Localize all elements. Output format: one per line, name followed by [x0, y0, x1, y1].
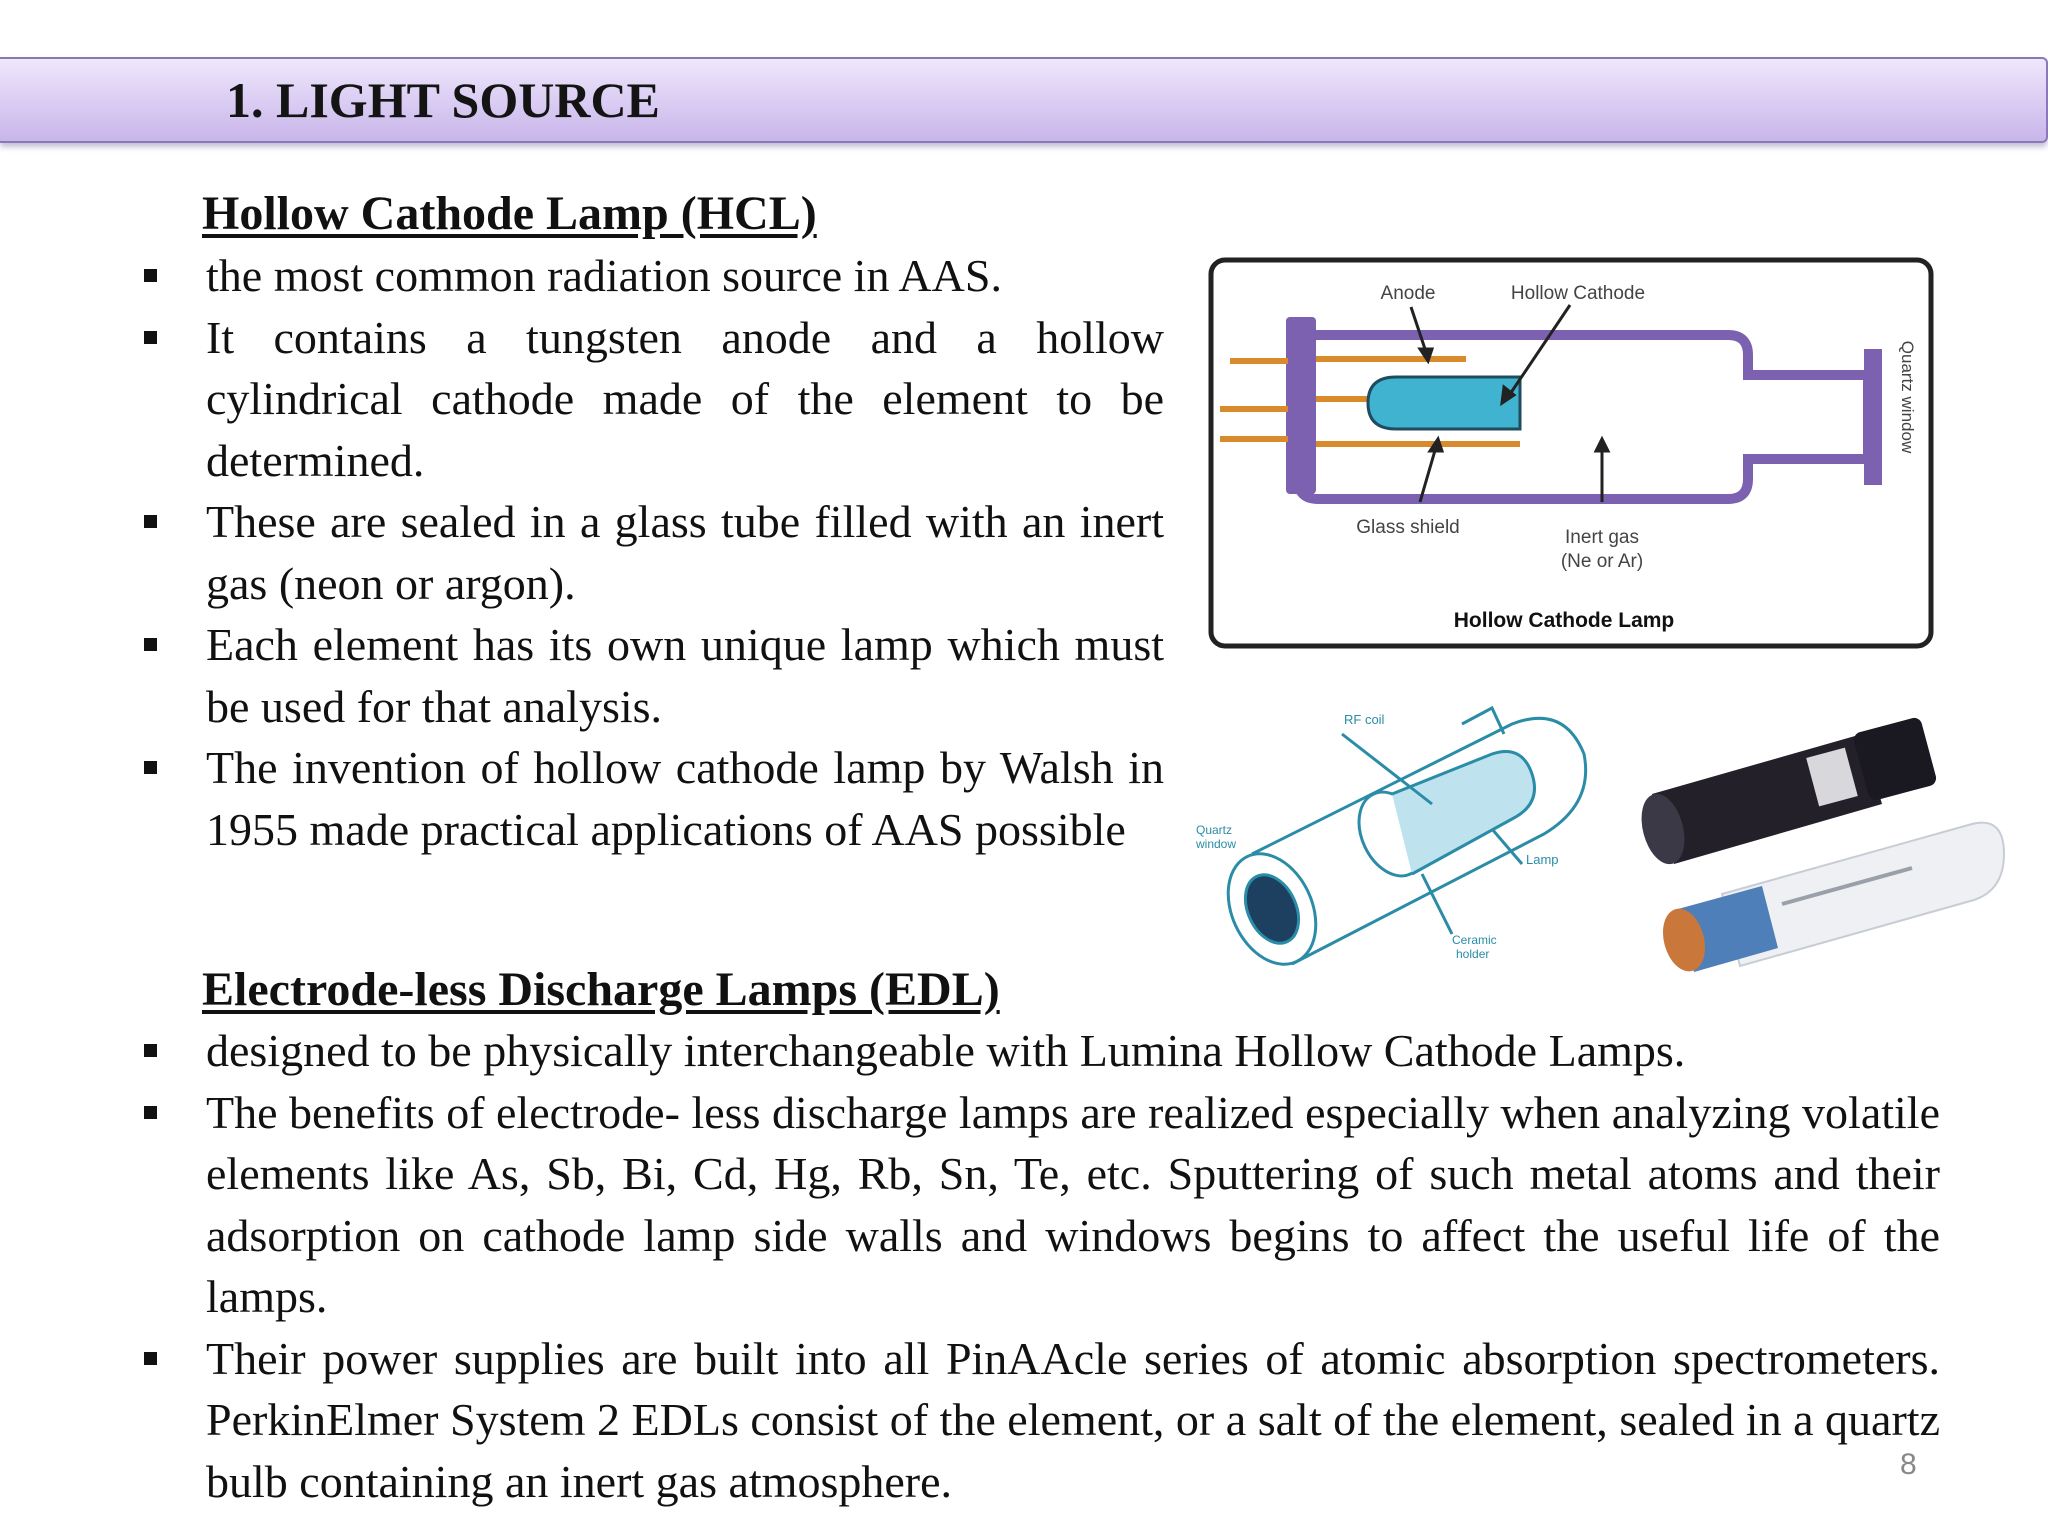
bullet-square-icon: [144, 1352, 157, 1365]
page-number: 8: [1900, 1448, 1917, 1481]
quartz-window: [1864, 349, 1882, 485]
edl-schematic: [1192, 694, 1602, 994]
holder-label: holder: [1456, 947, 1490, 961]
quartz-label: Quartz: [1196, 823, 1233, 837]
hcl-diagram: [1208, 257, 1934, 649]
hollow-cathode-shape: [1368, 377, 1520, 429]
edl-schematic-lines: [1211, 708, 1585, 978]
hcl-heading: Hollow Cathode Lamp (HCL): [202, 187, 817, 240]
list-item: It contains a tungsten anode and a hollow cylindrical cathode made of the element to be determined.: [144, 307, 1164, 492]
rf-coil-label: RF coil: [1344, 712, 1385, 727]
lamp-photos: [1612, 704, 2008, 986]
list-item: The benefits of electrode- less discharge lamps are realized especially when analyzing volatile elements like As, Sb, Bi, Cd, Hg, Rb, Sn, Te, etc. Sputtering of such metal atoms and their adsorption on cathode lamp side walls and windows begins to affect the useful life of the lamps.: [144, 1082, 1940, 1328]
anode-label: Anode: [1380, 283, 1436, 304]
hcl-diagram-caption: Hollow Cathode Lamp: [1453, 609, 1675, 632]
list-item: the most common radiation source in AAS.: [144, 245, 1164, 307]
hcl-bullet-list: [144, 245, 1164, 860]
title-bar: [0, 57, 2048, 143]
list-item: The invention of hollow cathode lamp by Walsh in 1955 made practical applications of AAS possible: [144, 737, 1164, 860]
glass-shield-label: Glass shield: [1356, 517, 1460, 538]
ceramic-label: Ceramic: [1452, 933, 1497, 947]
bullet-square-icon: [144, 1106, 157, 1119]
quartz-window-label: Quartz window: [1898, 340, 1917, 454]
list-item: Their power supplies are built into all PinAAcle series of atomic absorption spectrometers. PerkinElmer System 2 EDLs consist of the element, or a salt of the element, sealed in a quartz bulb containing an inert gas atmosphere.: [144, 1328, 1940, 1513]
lamp-label: Lamp: [1526, 852, 1559, 867]
inert-gas-note-label: (Ne or Ar): [1560, 551, 1644, 572]
inert-gas-label: Inert gas: [1565, 527, 1639, 548]
diagram-frame: [1211, 260, 1931, 646]
edl-heading: Electrode-less Discharge Lamps (EDL): [202, 963, 1000, 1016]
window-label: window: [1196, 837, 1237, 851]
slide-title: 1. LIGHT SOURCE: [226, 72, 660, 128]
bullet-square-icon: [144, 638, 157, 651]
edl-bullet-list: [144, 1020, 1940, 1512]
list-item: Each element has its own unique lamp which must be used for that analysis.: [144, 614, 1164, 737]
lamp-base: [1286, 317, 1316, 494]
list-item: designed to be physically interchangeable with Lumina Hollow Cathode Lamps.: [144, 1020, 1940, 1082]
hollow-cathode-label: Hollow Cathode: [1510, 283, 1646, 304]
bullet-square-icon: [144, 761, 157, 774]
bullet-square-icon: [144, 1044, 157, 1057]
bullet-square-icon: [144, 269, 157, 282]
list-item: These are sealed in a glass tube filled with an inert gas (neon or argon).: [144, 491, 1164, 614]
bullet-square-icon: [144, 515, 157, 528]
bullet-square-icon: [144, 331, 157, 344]
